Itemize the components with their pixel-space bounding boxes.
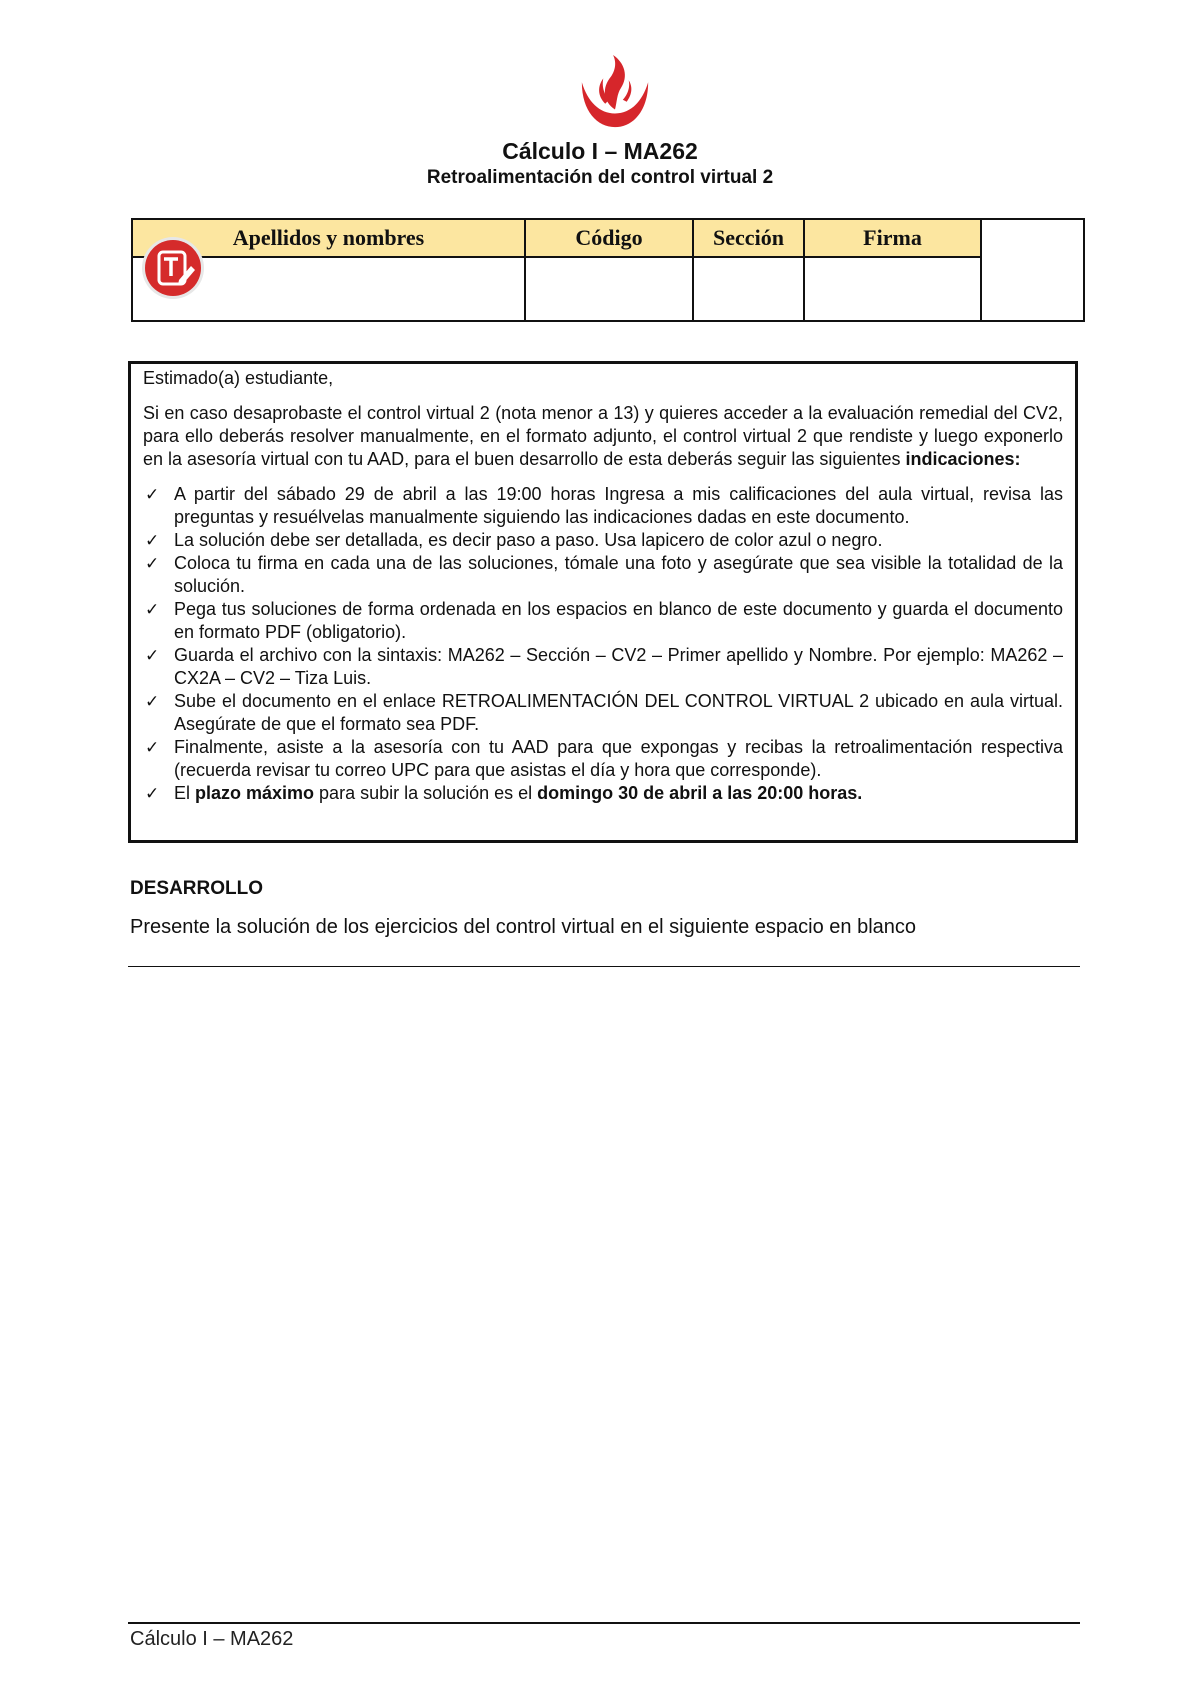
column-header-names: Apellidos y nombres [132, 219, 525, 257]
column-header-section: Sección [693, 219, 804, 257]
section-divider [128, 966, 1080, 967]
list-item-text: La solución debe ser detallada, es decir paso a paso. Usa lapicero de color azul o negro. [174, 530, 883, 550]
checkmark-icon: ✓ [145, 692, 160, 711]
signature-field[interactable] [804, 257, 981, 321]
list-item [143, 598, 1063, 644]
deadline-bold-1: plazo máximo [195, 783, 315, 803]
deadline-bold-2: domingo 30 de abril a las 20:00 horas. [537, 783, 863, 803]
list-item-text: Sube el documento en el enlace RETROALIMENTACIÓN DEL CONTROL VIRTUAL 2 ubicado en aula virtual. Asegúrate de que el formato sea PDF. [174, 691, 1063, 734]
list-item-text: A partir del sábado 29 de abril a las 19:00 horas Ingresa a mis calificaciones del aula virtual, revisa las preguntas y resuélvelas manualmente siguiendo las indicaciones dadas en este documento. [174, 484, 1063, 527]
checkmark-icon: ✓ [145, 485, 160, 504]
list-item [143, 644, 1063, 690]
document-subtitle: Retroalimentación del control virtual 2 [426, 167, 774, 188]
checkmark-icon: ✓ [145, 646, 160, 665]
table-input-row [132, 257, 1084, 321]
intro-bold: indicaciones: [905, 449, 1021, 469]
t-edit-badge-icon[interactable] [141, 236, 205, 300]
column-header-signature: Firma [804, 219, 981, 257]
list-item [143, 552, 1063, 598]
instructions-box [128, 361, 1078, 843]
column-header-code: Código [525, 219, 693, 257]
code-field[interactable] [525, 257, 693, 321]
footer-divider [128, 1622, 1080, 1624]
development-heading: DESARROLLO [130, 878, 263, 899]
checkmark-icon: ✓ [145, 554, 160, 573]
document-title: Cálculo I – MA262 [502, 138, 698, 164]
list-item-text: Pega tus soluciones de forma ordenada en los espacios en blanco de este documento y guarda el documento en formato PDF (obligatorio). [174, 599, 1063, 642]
deadline-text-1: El [174, 783, 196, 803]
instruction-list [143, 483, 1063, 805]
list-item [143, 529, 1063, 552]
deadline-text-2: para subir la solución es el [314, 783, 538, 803]
list-item [143, 736, 1063, 782]
section-field[interactable] [693, 257, 804, 321]
checkmark-icon: ✓ [145, 784, 160, 803]
checkmark-icon: ✓ [145, 738, 160, 757]
checkmark-icon: ✓ [145, 531, 160, 550]
checkmark-icon: ✓ [145, 600, 160, 619]
intro-text: Si en caso desaprobaste el control virtual 2 (nota menor a 13) y quieres acceder a la evaluación remedial del CV2, para ello deberás resolver manualmente, en el formato adjunto, el control virtual 2 que rendiste y luego exponerlo en la asesoría virtual con tu AAD, para el buen desarrollo de esta deberás seguir las siguientes [143, 403, 1063, 469]
student-info-table [131, 218, 1085, 322]
list-item-text: Guarda el archivo con la sintaxis: MA262 – Sección – CV2 – Primer apellido y Nombre. Por ejemplo: MA262 – CX2A – CV2 – Tiza Luis. [174, 645, 1063, 688]
development-text: Presente la solución de los ejercicios del control virtual en el siguiente espacio en blanco [130, 916, 917, 938]
list-item-text: Finalmente, asiste a la asesoría con tu AAD para que expongas y recibas la retroalimentación respectiva (recuerda revisar tu correo UPC para que asistas el día y hora que corresponde). [174, 737, 1063, 780]
photo-cell [981, 219, 1084, 321]
list-item [143, 690, 1063, 736]
list-item-deadline [143, 782, 1063, 805]
upc-logo-icon [576, 52, 654, 132]
intro-paragraph [143, 402, 1063, 471]
list-item-text: Coloca tu firma en cada una de las soluciones, tómale una foto y asegúrate que sea visible la totalidad de la solución. [174, 553, 1063, 596]
greeting-text: Estimado(a) estudiante, [143, 368, 334, 388]
list-item [143, 483, 1063, 529]
table-header-row [132, 219, 1084, 257]
footer-text: Cálculo I – MA262 [130, 1628, 294, 1650]
